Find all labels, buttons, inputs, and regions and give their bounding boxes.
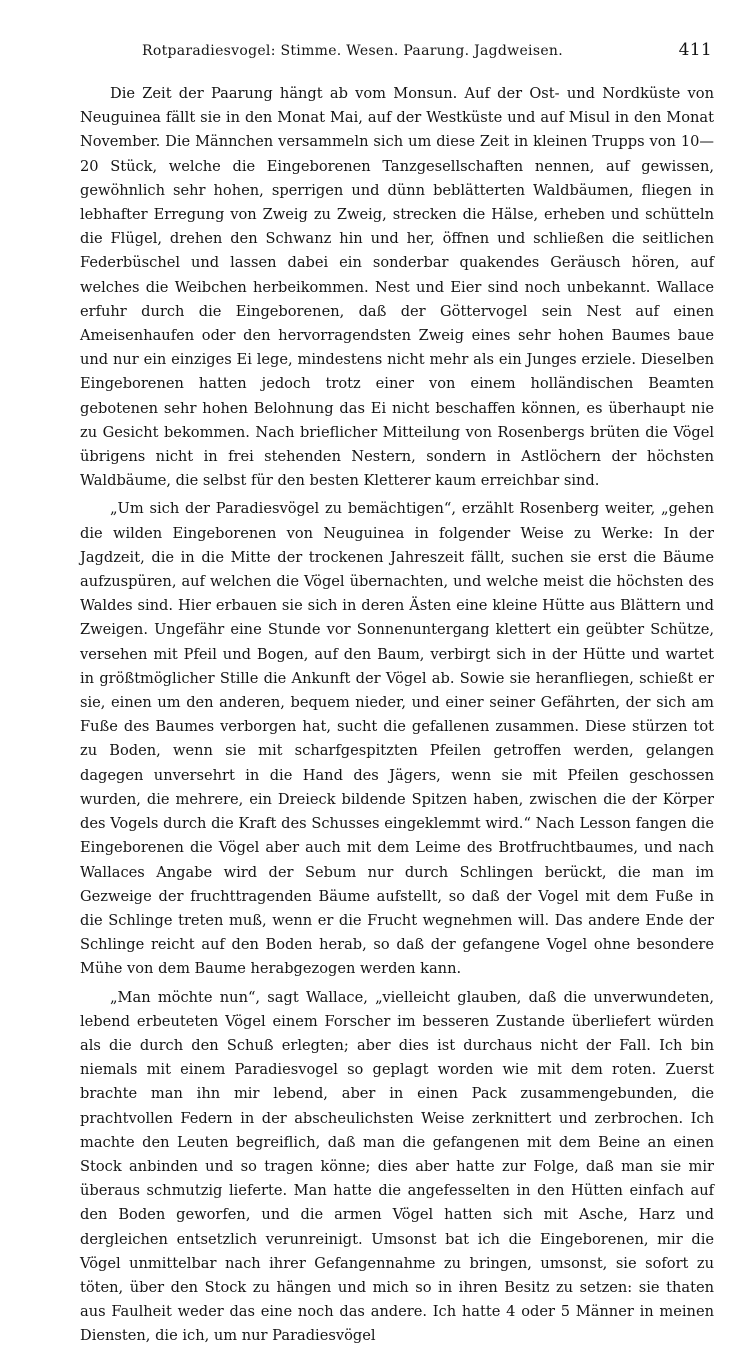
paragraph-wallace-account: „Man möchte nun“, sagt Wallace, „vielleicht glauben, daß die unverwundeten, lebend erbeuteten Vögel einem Forscher im besseren Zustande überliefert würden als die durch den Schuß erlegten; aber dies ist durchaus nicht der Fall. Ich bin niemals mit einem Paradiesvogel so geplagt worden wie mit dem roten. Zuerst brachte man ihn mir lebend, aber in einen Pack zusammengebunden, die prachtvollen Federn in der abscheulichsten Weise zerknittert und zerbrochen. Ich machte den Leuten begreiflich, daß man die gefangenen mit dem Beine an einen Stock anbinden und so tragen könne; dies aber hatte zur Folge, daß man sie mir überaus schmutzig lieferte. Man hatte die angefesselten in den Hütten einfach auf den Boden geworfen, und die armen Vögel hatten sich mit Asche, Harz und dergleichen entsetzlich verunreinigt. Umsonst bat ich die Eingeborenen, mir die Vögel unmittelbar nach ihrer Gefangennahme zu bringen, umsonst, sie sofort zu töten, über den Stock zu hängen und mich so in ihren Besitz zu setzen: sie thaten aus Faulheit weder das eine noch das andere. Ich hatte 4 oder 5 Männer in meinen Diensten, die ich, um nur Paradiesvögel [80, 988, 714, 1345]
running-head: Rotparadiesvogel: Stimme. Wesen. Paarung. Jagdweisen. [142, 43, 563, 59]
body-text [80, 82, 714, 1349]
paragraph-hunting-methods: „Um sich der Paradiesvögel zu bemächtigen“, erzählt Rosenberg weiter, „gehen die wilden Eingeborenen von Neuguinea in folgender Weise zu Werke: In der Jagdzeit, die in die Mitte der trockenen Jahreszeit fällt, suchen sie erst die Bäume aufzuspüren, auf welchen die Vögel übernachten, und welche meist die höchsten des Waldes sind. Hier erbauen sie sich in deren Ästen eine kleine Hütte aus Blättern und Zweigen. Ungefähr eine Stunde vor Sonnenuntergang klettert ein geübter Schütze, versehen mit Pfeil und Bogen, auf den Baum, verbirgt sich in der Hütte und wartet in größtmöglicher Stille die Ankunft der Vögel ab. Sowie sie heranfliegen, schießt er sie, einen um den anderen, bequem nieder, und einer seiner Gefährten, der sich am Fuße des Baumes verborgen hat, sucht die gefallenen zusammen. Diese stürzen tot zu Boden, wenn sie mit scharfgespitzten Pfeilen getroffen werden, gelangen dagegen unversehrt in die Hand des Jägers, wenn sie mit Pfeilen geschossen wurden, die mehrere, ein Dreieck bildende Spitzen haben, zwischen die der Körper des Vogels durch die Kraft des Schusses eingeklemmt wird.“ Nach Lesson fangen die Eingeborenen die Vögel aber auch mit dem Leime des Brotfruchtbaumes, und nach Wallaces Angabe wird der Sebum nur durch Schlingen berückt, die man im Gezweige der fruchttragenden Bäume aufstellt, so daß der Vogel mit dem Fuße in die Schlinge treten muß, wenn er die Frucht wegnehmen will. Das andere Ende der Schlinge reicht auf den Boden herab, so daß der gefangene Vogel ohne besondere Mühe von dem Baume herabgezogen werden kann. [80, 500, 714, 978]
page-header [80, 40, 714, 70]
page-number: 411 [678, 40, 712, 60]
paragraph-pairing: Die Zeit der Paarung hängt ab vom Monsun. Auf der Ost- und Nordküste von Neuguinea fällt sie in den Monat Mai, auf der Westküste und auf Misul in den Monat November. Die Männchen versammeln sich um diese Zeit in kleinen Trupps von 10—20 Stück, welche die Eingeborenen Tanzgesellschaften nennen, auf gewissen, gewöhnlich sehr hohen, sperrigen und dünn beblätterten Waldbäumen, fliegen in lebhafter Erregung von Zweig zu Zweig, strecken die Hälse, erheben und schütteln die Flügel, drehen den Schwanz hin und her, öffnen und schließen die seitlichen Federbüschel und lassen dabei ein sonderbar quakendes Geräusch hören, auf welches die Weibchen herbeikommen. Nest und Eier sind noch unbekannt. Wallace erfuhr durch die Eingeborenen, daß der Göttervogel sein Nest auf einen Ameisenhaufen oder den hervorragendsten Zweig eines sehr hohen Baumes baue und nur ein einziges Ei lege, mindestens nicht mehr als ein Junges erziele. Dieselben Eingeborenen hatten jedoch trotz einer von einem holländischen Beamten gebotenen sehr hohen Belohnung das Ei nicht beschaffen können, es überhaupt nie zu Gesicht bekommen. Nach brieflicher Mitteilung von Rosenbergs brüten die Vögel übrigens nicht in frei stehenden Nestern, sondern in Astlöchern der höchsten Waldbäume, die selbst für den besten Kletterer kaum erreichbar sind. [80, 85, 714, 490]
